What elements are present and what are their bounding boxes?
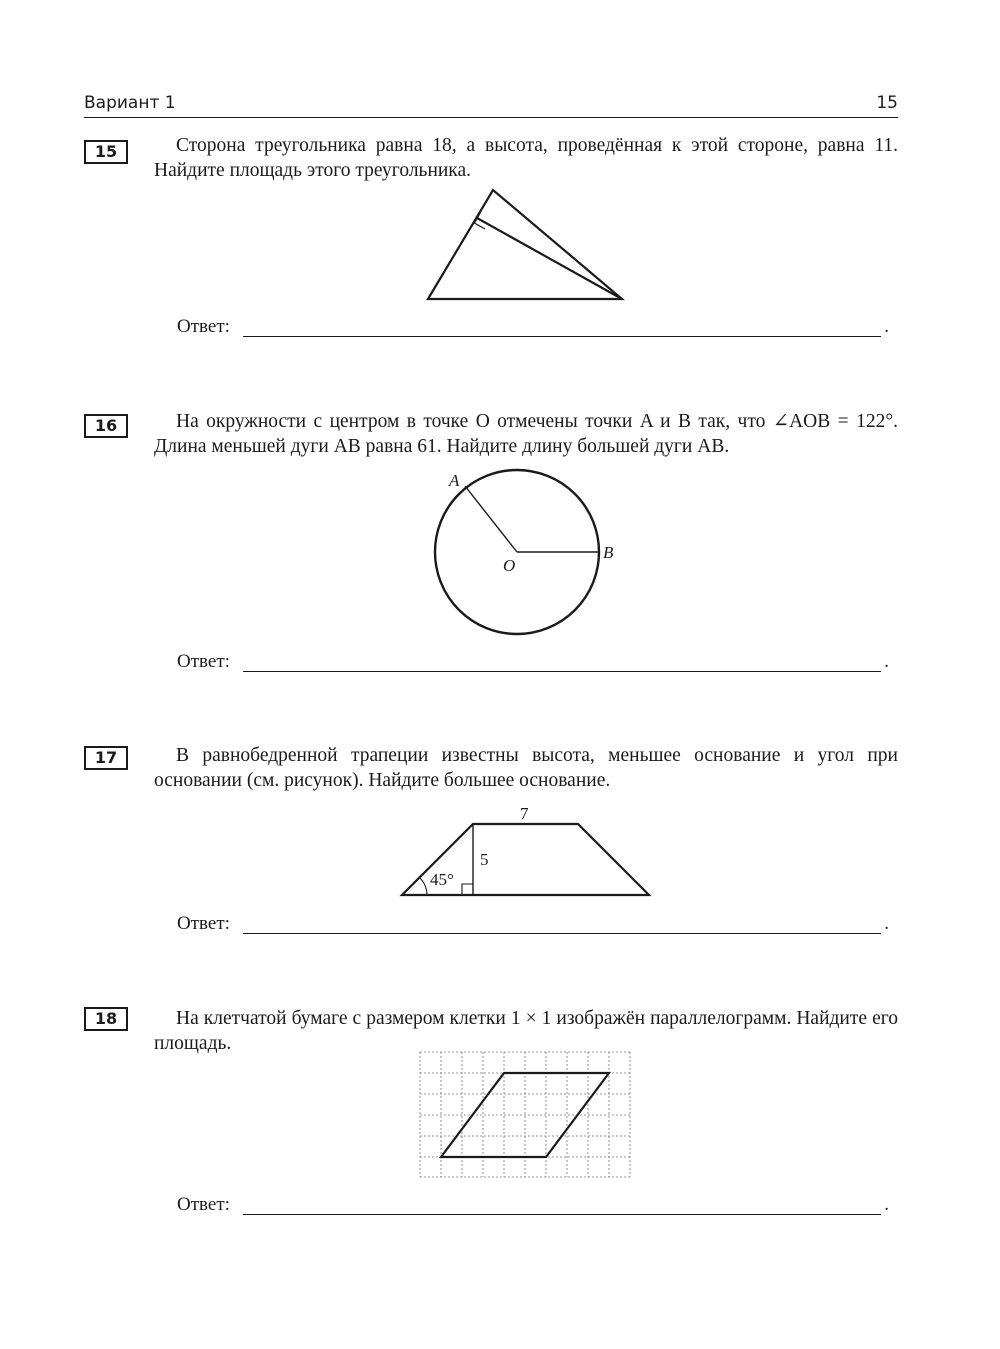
problem-15-number: 15 (84, 140, 128, 164)
answer-label: Ответ: (177, 1194, 230, 1215)
answer-line[interactable] (243, 933, 881, 934)
problem-16-text: На окружности с центром в точке O отмечены точки A и B так, что ∠AOB = 122°. Длина меньшей дуги AB равна 61. Найдите длину большей дуги AB. (154, 411, 898, 457)
label-b: B (603, 543, 614, 562)
top-base-label: 7 (520, 804, 529, 823)
problem-17-number: 17 (84, 746, 128, 770)
height-label: 5 (480, 850, 489, 869)
answer-line[interactable] (243, 1214, 881, 1215)
answer-label: Ответ: (177, 651, 230, 672)
variant-title: Вариант 1 (84, 93, 176, 113)
problem-15-text: Сторона треугольника равна 18, а высота, проведённая к этой стороне, равна 11. Найдите площадь этого треугольника. (154, 135, 898, 181)
problem-18-text: На клетчатой бумаге с размером клетки 1 × 1 изображён параллелограмм. Найдите его площадь. (154, 1008, 898, 1054)
answer-line[interactable] (243, 336, 881, 337)
problem-15-answer[interactable]: Ответ: . (177, 316, 889, 337)
label-a: A (449, 471, 460, 490)
problem-16-number: 16 (84, 414, 128, 438)
label-o: O (503, 556, 516, 575)
answer-line[interactable] (243, 671, 881, 672)
answer-label: Ответ: (177, 913, 230, 934)
page-number: 15 (876, 93, 898, 113)
problem-18-answer[interactable]: Ответ: . (177, 1194, 889, 1215)
problem-18-number: 18 (84, 1007, 128, 1031)
problem-17-answer[interactable]: Ответ: . (177, 913, 889, 934)
page-header (84, 91, 898, 118)
answer-label: Ответ: (177, 316, 230, 337)
problem-17-text: В равнобедренной трапеции известны высота, меньшее основание и угол при основании (см. рисунок). Найдите большее основание. (154, 745, 898, 791)
problem-16-answer[interactable]: Ответ: . (177, 651, 889, 672)
angle-label: 45° (430, 870, 454, 889)
